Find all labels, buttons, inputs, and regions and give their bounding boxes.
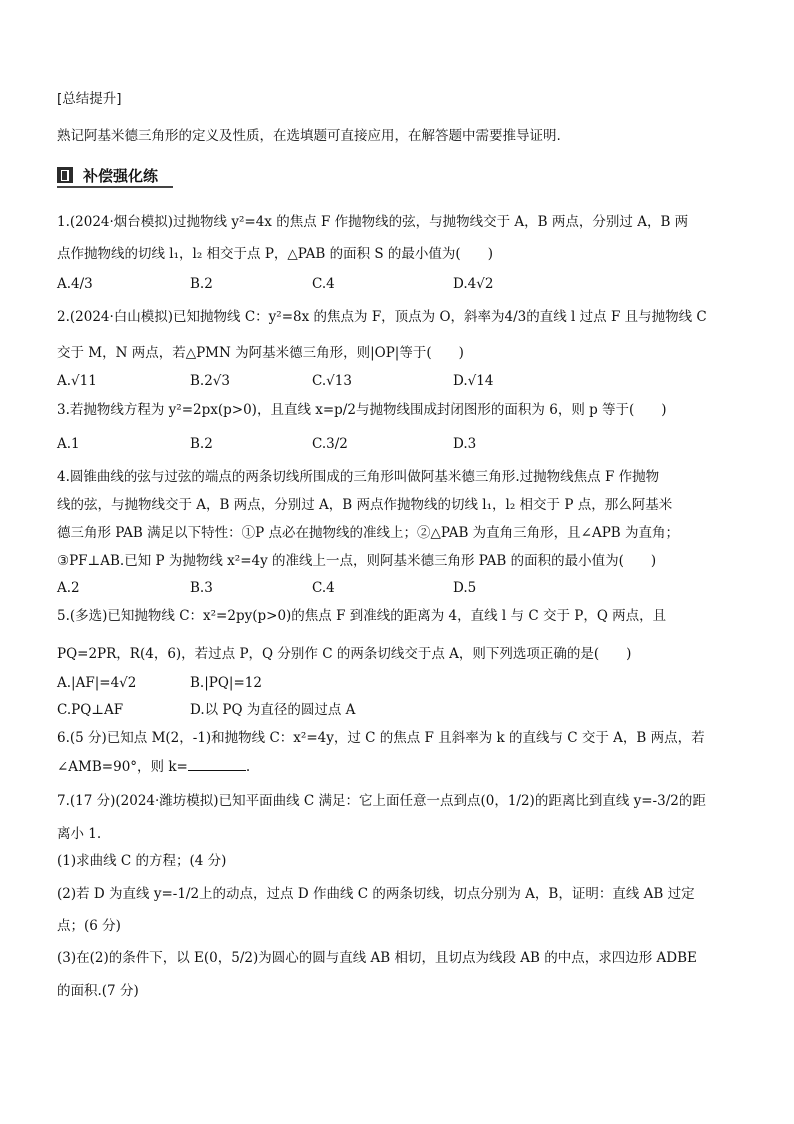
question-1-line-2: 点作抛物线的切线 l₁，l₂ 相交于点 P，△PAB 的面积 S 的最小值为( ) [57,246,493,262]
question-7-line-1: 7.(17 分)(2024·潍坊模拟)已知平面曲线 C 满足：它上面任意一点到点(0，1/2)的距离比到直线 y=-3/2的距 [57,793,706,809]
section-title: 补偿强化练 [83,167,159,185]
question-2-option-c: C.√13 [312,373,352,389]
question-3-option-c: C.3/2 [312,436,348,452]
question-3-option-a: A.1 [57,436,80,452]
answer-blank [188,758,246,771]
question-4-option-a: A.2 [57,580,80,596]
summary-text: 熟记阿基米德三角形的定义及性质，在选填题可直接应用，在解答题中需要推导证明. [57,128,561,144]
question-2-option-b: B.2√3 [190,373,230,389]
question-4-option-c: C.4 [312,580,335,596]
question-3-line-1: 3.若抛物线方程为 y²=2px(p>0)，且直线 x=p/2与抛物线围成封闭图形的面积为 6，则 p 等于( ) [57,402,667,418]
question-6-line-1: 6.(5 分)已知点 M(2，-1)和抛物线 C：x²=4y，过 C 的焦点 F 且斜率为 k 的直线与 C 交于 A，B 两点，若 [57,730,705,746]
question-7-line-4: (2)若 D 为直线 y=-1/2上的动点，过点 D 作曲线 C 的两条切线，切点分别为 A，B，证明：直线 AB 过定 [57,886,695,902]
question-4-line-3: 德三角形 PAB 满足以下特性：①P 点必在抛物线的准线上；②△PAB 为直角三角形，且∠APB 为直角； [57,525,680,541]
question-5-line-1: 5.(多选)已知抛物线 C：x²=2py(p>0)的焦点 F 到准线的距离为 4，直线 l 与 C 交于 P，Q 两点，且 [57,608,667,624]
question-4-line-1: 4.圆锥曲线的弦与过弦的端点的两条切线所围成的三角形叫做阿基米德三角形.过抛物线焦点 F 作抛物 [57,469,660,485]
question-1-line-1: 1.(2024·烟台模拟)过抛物线 y²=4x 的焦点 F 作抛物线的弦，与抛物线交于 A，B 两点，分别过 A，B 两 [57,214,689,230]
question-1-option-d: D.4√2 [453,276,494,292]
question-2-line-1: 2.(2024·白山模拟)已知抛物线 C：y²=8x 的焦点为 F，顶点为 O，斜率为4/3的直线 l 过点 F 且与抛物线 C [57,309,707,325]
summary-header: [总结提升] [57,91,122,107]
question-5-option-b: B.|PQ|=12 [190,675,262,691]
question-2-option-a: A.√11 [57,373,97,389]
question-7-line-2: 离小 1. [57,826,102,842]
question-3-option-d: D.3 [453,436,477,452]
question-4-line-2: 线的弦，与抛物线交于 A，B 两点，分别过 A，B 两点作抛物线的切线 l₁，l₂ 相交于 P 点，那么阿基米 [57,497,673,513]
question-1-option-a: A.4/3 [57,276,93,292]
question-6-line-2-wrap: ∠AMB=90°，则 k= . [57,759,251,775]
question-7-line-7: 的面积.(7 分) [57,983,139,999]
question-5-option-c: C.PQ⊥AF [57,702,124,718]
question-2-line-2: 交于 M，N 两点，若△PMN 为阿基米德三角形，则|OP|等于( ) [57,345,464,361]
question-7-line-6: (3)在(2)的条件下，以 E(0，5/2)为圆心的圆与直线 AB 相切，且切点为线段 AB 的中点，求四边形 ADBE [57,950,697,966]
question-1-option-b: B.2 [190,276,213,292]
question-1-option-c: C.4 [312,276,335,292]
question-5-option-d: D.以 PQ 为直径的圆过点 A [190,702,356,718]
question-6-line-2: ∠AMB=90°，则 k= [57,759,188,775]
question-7-line-5: 点；(6 分) [57,918,121,934]
question-5-line-2: PQ=2PR，R(4，6)，若过点 P，Q 分别作 C 的两条切线交于点 A，则下列选项正确的是( ) [57,646,632,662]
section-underline [57,186,173,188]
question-4-option-d: D.5 [453,580,477,596]
question-3-option-b: B.2 [190,436,213,452]
question-5-option-a: A.|AF|=4√2 [57,675,137,691]
section-icon [57,167,73,183]
question-4-option-b: B.3 [190,580,213,596]
question-7-line-3: (1)求曲线 C 的方程；(4 分) [57,853,227,869]
question-4-line-4: ③PF⊥AB.已知 P 为抛物线 x²=4y 的准线上一点，则阿基米德三角形 PAB 的面积的最小值为( ) [57,553,657,569]
question-2-option-d: D.√14 [453,373,494,389]
